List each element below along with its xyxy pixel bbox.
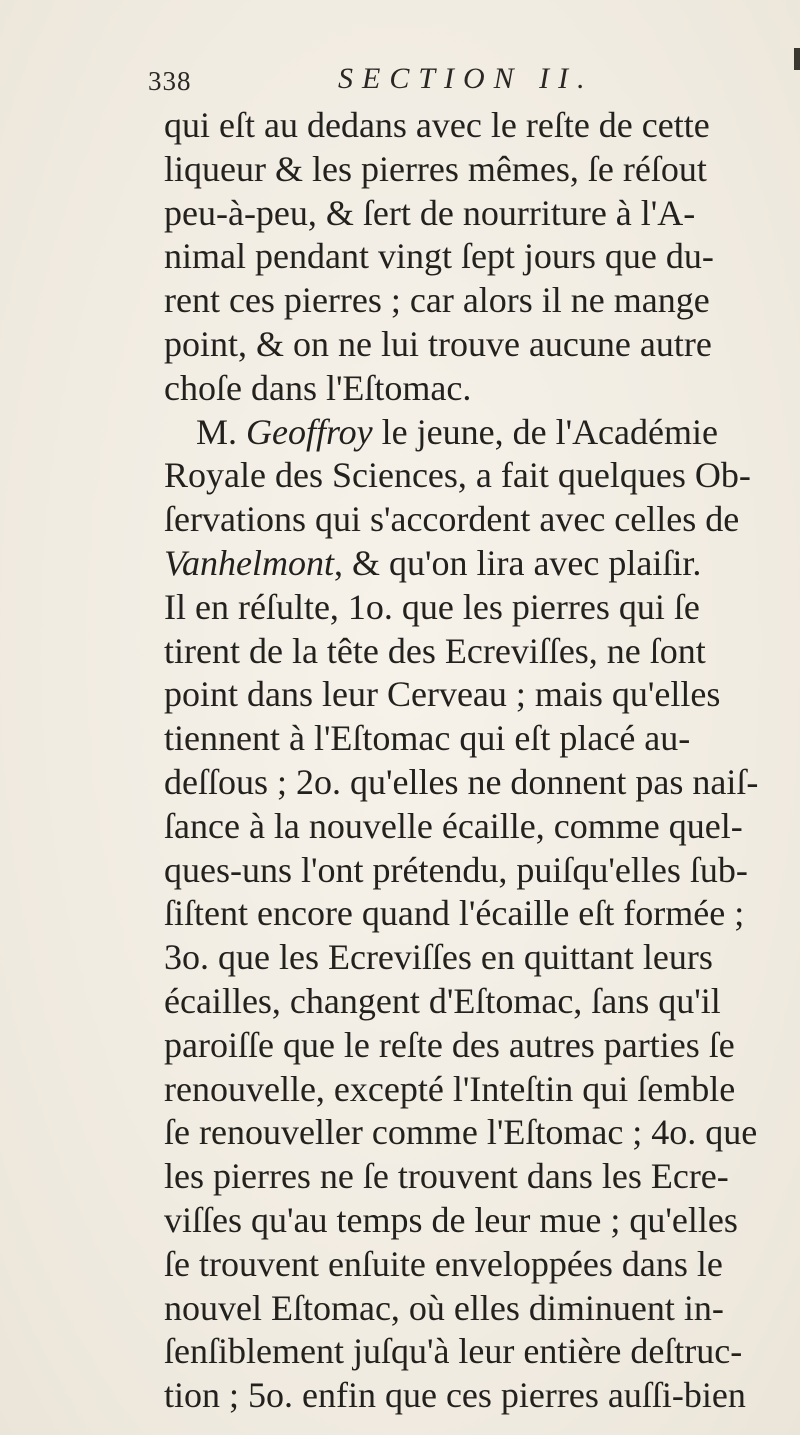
text-line: Royale des Sciences, a fait quelques Ob-: [164, 455, 751, 496]
text-line: deſſous ; 2o. qu'elles ne donnent pas naiſ-: [164, 761, 759, 802]
text-line: choſe dans l'Eſtomac.: [164, 367, 472, 408]
text-line: ſenſiblement juſqu'à leur entière deſtruc-: [164, 1331, 743, 1372]
page-edge-mark: [794, 48, 800, 70]
italic-name: Vanhelmont: [164, 542, 334, 583]
text-line: peu-à-peu, & ſert de nourriture à l'A-: [164, 192, 696, 233]
text-line: écailles, changent d'Eſtomac, ſans qu'il: [164, 980, 721, 1021]
text-line: tirent de la tête des Ecreviſſes, ne ſont: [164, 630, 706, 671]
text-line: viſſes qu'au temps de leur mue ; qu'elles: [164, 1199, 738, 1240]
text-line: nimal pendant vingt ſept jours que du-: [164, 236, 714, 277]
text-line: ſiſtent encore quand l'écaille eſt formée ;: [164, 893, 745, 934]
text-line: liqueur & les pierres mêmes, ſe réſout: [164, 148, 707, 189]
text-line: qui eſt au dedans avec le reſte de cette: [164, 105, 710, 145]
text-line: renouvelle, excepté l'Inteſtin qui ſemble: [164, 1068, 736, 1109]
running-head: SECTION II.: [338, 62, 594, 95]
body-text: [164, 104, 796, 1418]
text-line: point, & on ne lui trouve aucune autre: [164, 323, 712, 364]
italic-name: Geoffroy: [246, 411, 373, 452]
text-line: les pierres ne ſe trouvent dans les Ecre-: [164, 1156, 729, 1197]
text-line: ſance à la nouvelle écaille, comme quel-: [164, 805, 743, 846]
text-line: point dans leur Cerveau ; mais qu'elles: [164, 674, 721, 715]
page-header: [148, 62, 668, 100]
text-line: tiennent à l'Eſtomac qui eſt placé au-: [164, 718, 691, 759]
text-line: Il en réſulte, 1o. que les pierres qui ſe: [164, 586, 700, 627]
text-line: ſervations qui s'accordent avec celles de: [164, 499, 740, 540]
text-line: rent ces pierres ; car alors il ne mange: [164, 280, 710, 321]
text-line: nouvel Eſtomac, où elles diminuent in-: [164, 1287, 724, 1328]
text-line: ſe trouvent enſuite enveloppées dans le: [164, 1243, 723, 1284]
text-line: 3o. que les Ecreviſſes en quittant leurs: [164, 937, 713, 978]
text-line: M. Geoffroy le jeune, de l'Académie: [196, 411, 718, 452]
text-line: ſe renouveller comme l'Eſtomac ; 4o. que: [164, 1112, 758, 1153]
text-line: paroiſſe que le reſte des autres parties ſe: [164, 1024, 735, 1065]
text-line: tion ; 5o. enfin que ces pierres auſſi-bien: [164, 1375, 746, 1416]
page-number: 338: [148, 66, 192, 96]
text-line: ques-uns l'ont prétendu, puiſqu'elles ſub-: [164, 849, 748, 890]
text-line: Vanhelmont, & qu'on lira avec plaiſir.: [164, 542, 702, 583]
